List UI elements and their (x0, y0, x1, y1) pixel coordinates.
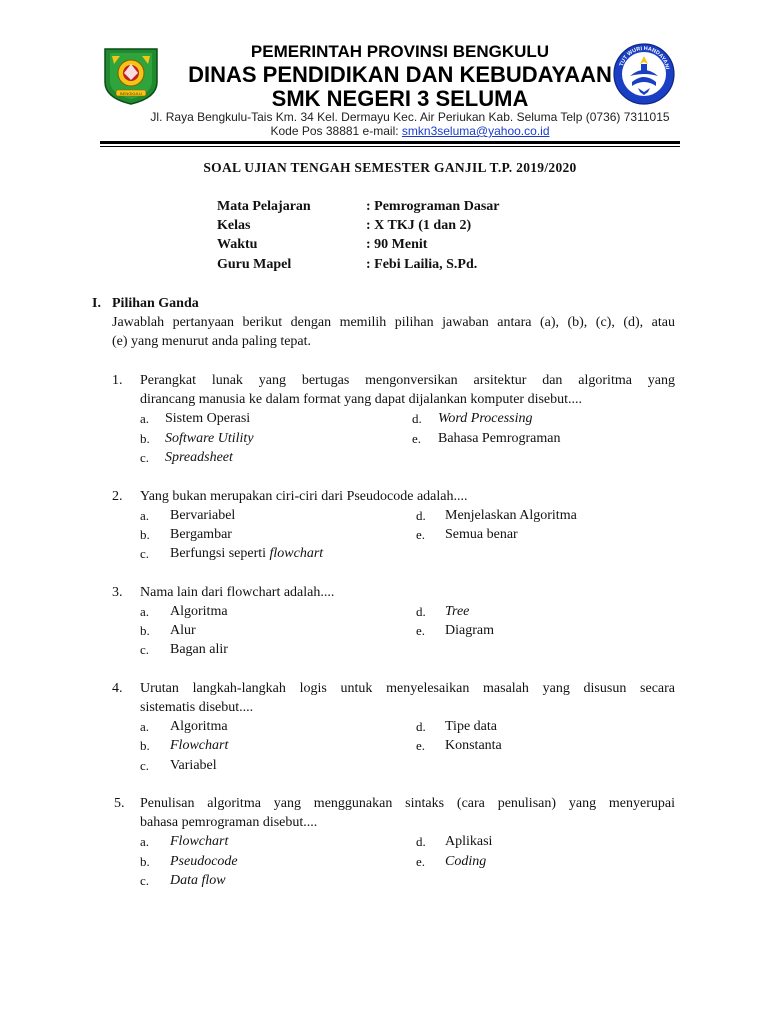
option-letter-a: a. (140, 719, 150, 734)
option-letter-b: b. (140, 431, 150, 446)
section-title: Pilihan Ganda (112, 296, 199, 311)
info-label: Waktu (217, 237, 258, 252)
option-letter-c: c. (140, 873, 150, 888)
option-letter-d: d. (416, 834, 426, 849)
question-number: 4. (112, 681, 123, 696)
info-value: : X TKJ (1 dan 2) (366, 218, 472, 233)
option-a[interactable]: Algoritma (170, 719, 228, 734)
option-b[interactable]: Flowchart (170, 738, 229, 753)
option-d[interactable]: Tree (445, 604, 470, 619)
section-number: I. (92, 296, 101, 311)
info-value: : Febi Lailia, S.Pd. (366, 257, 478, 272)
option-letter-b: b. (140, 623, 150, 638)
option-letter-b: b. (140, 527, 150, 542)
letterhead-department: DINAS PENDIDIKAN DAN KEBUDAYAAN (188, 62, 612, 87)
letterhead-address: Jl. Raya Bengkulu-Tais Km. 34 Kel. Dermayu Kec. Air Periukan Kab. Seluma Telp (0736) 7311015 (150, 110, 670, 124)
letterhead-divider-thin (100, 146, 680, 147)
option-letter-c: c. (140, 758, 150, 773)
option-d[interactable]: Aplikasi (445, 834, 493, 849)
option-letter-e: e. (416, 527, 426, 542)
question-text-line: Perangkat lunak yang bertugas mengonversikan arsitektur dan algoritma yang (140, 373, 675, 388)
option-letter-e: e. (416, 623, 426, 638)
option-letter-e: e. (416, 854, 426, 869)
option-letter-d: d. (416, 508, 426, 523)
option-letter-c: c. (140, 546, 150, 561)
left-logo-text: BENGKULU (119, 91, 143, 96)
option-a[interactable]: Bervariabel (170, 508, 236, 523)
letterhead-government: PEMERINTAH PROVINSI BENGKULU (250, 42, 550, 61)
option-letter-d: d. (412, 411, 422, 426)
option-letter-c: c. (140, 450, 150, 465)
option-e[interactable]: Bahasa Pemrograman (438, 431, 561, 446)
option-d[interactable]: Word Processing (438, 411, 533, 426)
option-a[interactable]: Sistem Operasi (165, 411, 251, 426)
question-number: 1. (112, 373, 123, 388)
option-c-text: Berfungsi seperti (170, 546, 270, 561)
option-letter-a: a. (140, 604, 150, 619)
section-instruction-line2: (e) yang menurut anda paling tepat. (112, 334, 312, 349)
option-letter-c: c. (140, 642, 150, 657)
question-text-line: dirancang manusia ke dalam format yang dapat dijalankan komputer disebut.... (140, 392, 583, 407)
question-text-line: Urutan langkah-langkah logis untuk menyelesaikan masalah yang disusun secara (140, 681, 675, 696)
question-number: 2. (112, 489, 123, 504)
option-letter-e: e. (416, 738, 426, 753)
option-letter-d: d. (416, 604, 426, 619)
option-letter-a: a. (140, 508, 150, 523)
option-a[interactable]: Algoritma (170, 604, 228, 619)
option-letter-b: b. (140, 854, 150, 869)
option-d[interactable]: Tipe data (445, 719, 497, 734)
option-c[interactable] (170, 546, 323, 562)
question-number: 3. (112, 585, 123, 600)
option-letter-b: b. (140, 738, 150, 753)
info-label: Kelas (217, 218, 251, 233)
option-a[interactable]: Flowchart (170, 834, 229, 849)
option-b[interactable]: Bergambar (170, 527, 232, 542)
option-b[interactable]: Alur (170, 623, 196, 638)
question-text-line: Yang bukan merupakan ciri-ciri dari Pseudocode adalah.... (140, 489, 468, 504)
letterhead-contact (60, 124, 760, 138)
option-c[interactable]: Data flow (170, 873, 226, 888)
option-e[interactable]: Diagram (445, 623, 494, 638)
option-e[interactable]: Coding (445, 854, 487, 869)
option-c[interactable]: Spreadsheet (165, 450, 233, 465)
letterhead-school-name: SMK NEGERI 3 SELUMA (271, 86, 529, 111)
section-instruction-line1: Jawablah pertanyaan berikut dengan memilih pilihan jawaban antara (a), (b), (c), (d), atau (112, 315, 675, 330)
info-label: Guru Mapel (217, 257, 292, 272)
option-letter-d: d. (416, 719, 426, 734)
option-b[interactable]: Pseudocode (170, 854, 238, 869)
info-value: : Pemrograman Dasar (366, 199, 500, 214)
option-letter-a: a. (140, 411, 150, 426)
option-b[interactable]: Software Utility (165, 431, 254, 446)
question-text-line: sistematis disebut.... (140, 700, 254, 715)
question-text-line: Penulisan algoritma yang menggunakan sintaks (cara penulisan) yang menyerupai (140, 796, 675, 811)
exam-title: SOAL UJIAN TENGAH SEMESTER GANJIL T.P. 2019/2020 (203, 160, 577, 175)
option-c[interactable]: Bagan alir (170, 642, 228, 657)
question-text-line: Nama lain dari flowchart adalah.... (140, 585, 335, 600)
postal-code-label: Kode Pos 38881 e-mail: (270, 124, 402, 138)
option-c[interactable]: Variabel (170, 758, 217, 773)
option-d[interactable]: Menjelaskan Algoritma (445, 508, 577, 523)
option-e[interactable]: Konstanta (445, 738, 502, 753)
question-number: 5. (114, 796, 125, 811)
right-logo-text: TUT WURI HANDAYANI (618, 45, 670, 70)
question-text-line: bahasa pemrograman disebut.... (140, 815, 318, 830)
info-value: : 90 Menit (366, 237, 428, 252)
letterhead-divider-thick (100, 141, 680, 144)
option-letter-a: a. (140, 834, 150, 849)
option-e[interactable]: Semua benar (445, 527, 518, 542)
email-link[interactable]: smkn3seluma@yahoo.co.id (401, 124, 550, 138)
option-letter-e: e. (412, 431, 422, 446)
info-label: Mata Pelajaran (217, 199, 311, 214)
option-c-italic: flowchart (269, 546, 324, 561)
